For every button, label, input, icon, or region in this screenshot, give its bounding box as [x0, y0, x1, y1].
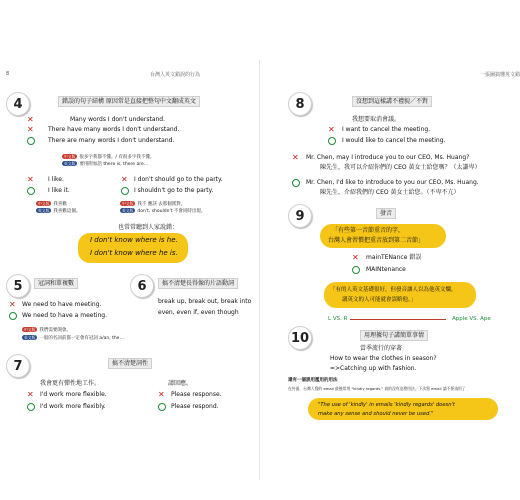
s4-note-4: 英文版 我喜歡這個。: [38, 208, 81, 214]
s4-pair-b-wrong: I don't should go to the party.: [134, 176, 223, 183]
s9-bubble-1a: 「有些第一音節重音的字，: [332, 227, 405, 234]
running-head-left: 台灣人英文錯誤的行為: [150, 72, 201, 78]
s4-line-3: There are many words I don't understand.: [48, 137, 175, 144]
s4-callout-1: I don't know where is he.: [90, 236, 178, 244]
s9-bubble-1b: 台灣人會習慣把重音放到第二音節」: [328, 237, 425, 244]
s4-callout-2: I don't know where he is.: [90, 249, 178, 257]
s9-pair-left: L VS. R: [328, 316, 348, 322]
section-5-title: 冠詞和單複數: [34, 278, 78, 289]
s6-line-1: break up, break out, break into: [158, 298, 252, 305]
right-mark: [27, 403, 35, 411]
section-4-title: 錯誤的句子結構 原因常是直接把整句中文翻成英文: [58, 96, 200, 107]
s4-pair-a-wrong: I like.: [48, 176, 64, 183]
s9-bubble-2a: 「有的人英文基礎很好，但發音讓人以為他英文爛，: [330, 287, 457, 293]
s4-note-3: 中文版 我喜歡: [38, 201, 67, 207]
s10-note: 在外面，台灣人寫的 email 最後常用 "kindly regards," 真的沒有這麼用法，下次寫 email 請不要再用了: [288, 386, 466, 391]
wrong-mark: ✕: [158, 390, 165, 399]
s8-wrong-2-cn: 陳先生，我可以介紹你們的 CEO 黃女士給您嗎？（太謙卑）: [320, 164, 481, 171]
s5-right: We need to have a meeting.: [22, 312, 107, 319]
wrong-mark: ✕: [27, 175, 34, 184]
s10-head: 當季流行的穿著: [360, 345, 403, 352]
s9-right: MAINtenance: [366, 266, 406, 273]
section-number-6: 6: [130, 274, 154, 298]
page-number: 8: [6, 71, 10, 77]
wrong-mark: ✕: [292, 153, 299, 162]
right-page: [260, 0, 520, 500]
s7-left-wrong: I'd work more flexible.: [40, 391, 107, 398]
s4-note-2: 英文版 要用附加語 there is, there are…: [64, 161, 149, 167]
wrong-mark: ✕: [9, 300, 16, 309]
s4-pair-a-right: I like it.: [48, 187, 70, 194]
s10-line-1: How to wear the clothes in season?: [330, 355, 437, 362]
s9-pair-right: Apple VS. Ape: [452, 316, 491, 322]
right-mark: [292, 179, 300, 187]
s10-quote-2: make any sense and should never be used.": [318, 411, 434, 417]
section-number-7: 7: [6, 354, 30, 378]
s4-line-2: There have many words I don't understand.: [48, 126, 180, 133]
s4-pair-b-right: I shouldn't go to the party.: [134, 187, 214, 194]
section-6-title: 搞不清楚長得像的片語動詞: [158, 278, 238, 289]
s9-bubble-2b: 講英文的人可能就會誤略他。」: [342, 297, 417, 303]
section-number-5: 5: [6, 274, 30, 298]
section-7-title: 搞不清楚詞性: [108, 358, 152, 369]
section-number-9: 9: [288, 204, 312, 228]
arrow-line: [350, 319, 446, 320]
section-number-4: 4: [6, 92, 30, 116]
section-number-10: 10: [288, 326, 312, 350]
right-mark: [9, 312, 17, 320]
cn-pill: 中文版: [64, 154, 76, 159]
s5-note-1: 中文版 我們需要開會。: [24, 327, 71, 333]
wrong-mark: ✕: [121, 175, 128, 184]
s7-right-right: Please respond.: [171, 403, 219, 410]
s8-right-2-cn: 陳先生，介紹我們的 CEO 黃女士給您。（不卑不亢）: [320, 189, 460, 196]
right-mark: [158, 403, 166, 411]
wrong-mark: ✕: [328, 125, 335, 134]
s4-note-5: 中文版 我不 應該 去那個派對。: [122, 201, 186, 207]
s7-right-head: 請回應。: [168, 380, 193, 387]
section-10-title: 用理據句子講簡單事情: [360, 330, 428, 341]
en-pill: 英文版: [64, 161, 76, 166]
s10-quote-1: "The use of 'kindly' in emails 'kindly regards' doesn't: [318, 402, 455, 408]
s4-note-1: 中文版 很多字我都不懂。/ 有很多字我不懂。: [64, 154, 155, 160]
s8-wrong-2: Mr. Chen, may I introduce you to our CEO, Ms. Huang?: [306, 154, 470, 161]
right-mark: [121, 187, 129, 195]
s7-right-wrong: Please response.: [171, 391, 222, 398]
s6-line-2: even, even if, even though: [158, 309, 239, 316]
right-mark: [27, 187, 35, 195]
right-mark: [27, 137, 35, 145]
section-9-title: 發音: [376, 208, 396, 219]
s10-line-2: =>Catching up with fashion.: [330, 365, 417, 372]
s7-left-right: I'd work more flexibly.: [40, 403, 106, 410]
right-mark: [352, 266, 360, 274]
s8-wrong-1: I want to cancel the meeting.: [342, 126, 431, 133]
wrong-mark: ✕: [352, 253, 359, 262]
s10-note-bold: 還有一個誤用濫用的用法: [288, 378, 338, 383]
s8-head-1: 我想要取消會議。: [352, 116, 401, 123]
running-head-right: 一張圖搞懂英文錯: [480, 72, 520, 78]
s4-callout-label: 也常常聽到人家說錯：: [118, 224, 179, 231]
section-8-title: 沒想到這樣講不禮貌／不對: [352, 96, 432, 107]
wrong-mark: ✕: [27, 115, 34, 124]
wrong-mark: ✕: [27, 390, 34, 399]
s8-right-2: Mr. Chen, I'd like to introduce to you our CEO, Ms. Huang.: [306, 179, 479, 186]
s7-left-head: 我會更有彈性地工作。: [40, 380, 101, 387]
right-mark: [328, 137, 336, 145]
s9-wrong: mainTENance 錯誤: [366, 254, 422, 261]
s5-note-2: 英文版 一般的名詞前都一定會有冠詞 a/an, the…: [24, 335, 124, 341]
s4-line-1: Many words I don't understand.: [70, 116, 166, 123]
wrong-mark: ✕: [27, 125, 34, 134]
section-number-8: 8: [288, 92, 312, 116]
s4-note-6: 英文版 don't, shouldn't 不會同時出現。: [122, 208, 206, 214]
s8-right-1: I would like to cancel the meeting.: [342, 137, 446, 144]
s5-wrong: We need to have meeting.: [22, 301, 102, 308]
